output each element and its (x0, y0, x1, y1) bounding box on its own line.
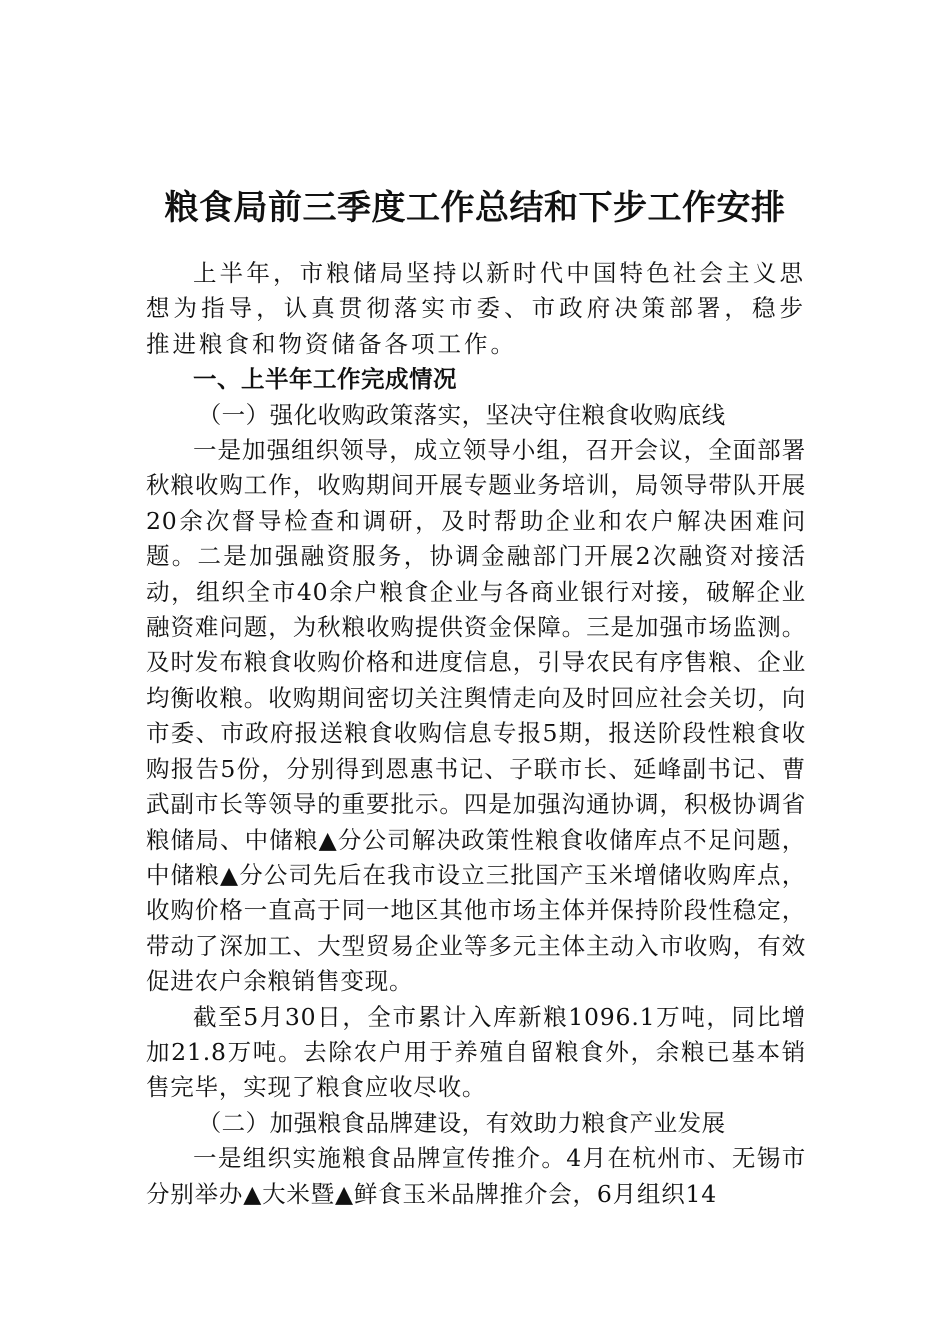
body-paragraph: 一是加强组织领导，成立领导小组，召开会议，全面部署秋粮收购工作，收购期间开展专题业务培训，局领导带队开展20余次督导检查和调研，及时帮助企业和农户解决困难问题。二是加强融资服务，协调金融部门开展2次融资对接活动，组织全市40余户粮食企业与各商业银行对接，破解企业融资难问题，为秋粮收购提供资金保障。三是加强市场监测。及时发布粮食收购价格和进度信息，引导农民有序售粮、企业均衡收粮。收购期间密切关注舆情走向及时回应社会关切，向市委、市政府报送粮食收购信息专报5期，报送阶段性粮食收购报告5份，分别得到恩惠书记、子联市长、延峰副书记、曹武副市长等领导的重要批示。四是加强沟通协调，积极协调省粮储局、中储粮▲分公司解决政策性粮食收储库点不足问题，中储粮▲分公司先后在我市设立三批国产玉米增储收购库点，收购价格一直高于同一地区其他市场主体并保持阶段性稳定，带动了深加工、大型贸易企业等多元主体主动入市收购，有效促进农户余粮销售变现。 (146, 436, 806, 996)
body-paragraph: 截至5月30日，全市累计入库新粮1096.1万吨，同比增加21.8万吨。去除农户用于养殖自留粮食外，余粮已基本销售完毕，实现了粮食应收尽收。 (146, 1002, 806, 1102)
intro-paragraph: 上半年，市粮储局坚持以新时代中国特色社会主义思想为指导，认真贯彻落实市委、市政府决策部署，稳步推进粮食和物资储备各项工作。 (146, 259, 806, 358)
document-title: 粮食局前三季度工作总结和下步工作安排 (164, 187, 786, 228)
subsection-heading: （一）强化收购政策落实，坚决守住粮食收购底线 (197, 400, 726, 429)
body-paragraph: 一是组织实施粮食品牌宣传推介。4月在杭州市、无锡市分别举办▲大米暨▲鲜食玉米品牌推介会，6月组织14 (146, 1144, 806, 1208)
document-body (146, 256, 806, 1212)
section-heading: 一、上半年工作完成情况 (193, 365, 457, 394)
subsection-heading: （二）加强粮食品牌建设，有效助力粮食产业发展 (197, 1108, 726, 1137)
